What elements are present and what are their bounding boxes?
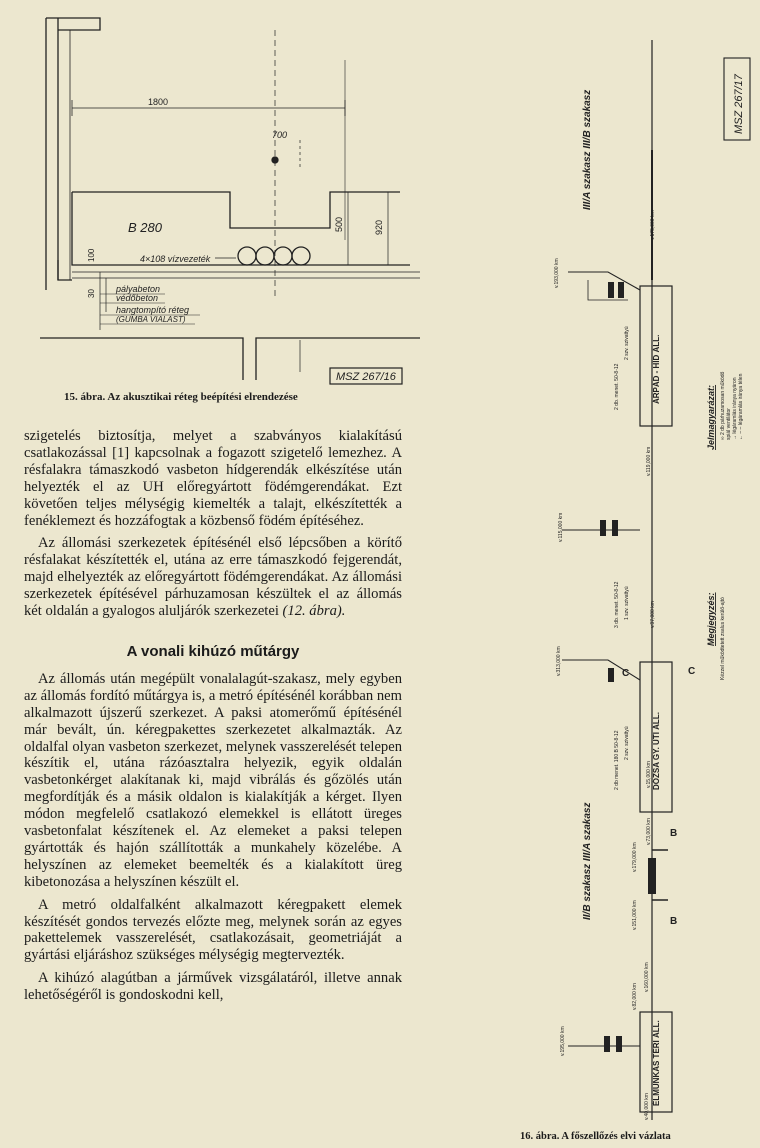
pipe-label: 4×108 vízvezeték [140, 254, 211, 264]
fig15-stamp: MSZ 267/16 [336, 371, 396, 383]
legend-item: spiál ventilátor [726, 408, 732, 440]
fan-block [616, 1036, 622, 1052]
figure-reference: (12. ábra). [282, 603, 346, 620]
b280-label: B 280 [128, 220, 162, 235]
layer-label: hangtompító réteg [116, 305, 190, 315]
fig16-stamp: MSZ 267/17 [733, 74, 745, 134]
chainage-label: v.175,000 km [650, 210, 656, 240]
marker-b: B [670, 916, 678, 927]
marker-b: B [670, 828, 678, 839]
vent-label: 2 szv. szivattyú [624, 326, 630, 360]
chainage-labels [554, 210, 656, 1120]
dim-920: 920 [374, 219, 384, 235]
chainage-label: v.160,000 km [644, 962, 650, 992]
paragraph: Az állomás után megépült vonalalagút-szakasz, mely egyben az állomás fordító műtárgya is, a metró építésénél korábban nem alkalmazott újszerű szerkezet. A paksi atomerőmű építésénél már bevált, ún. kéregpakettes szerkezetet alkalmazták. Az oldalfal olyan vasbeton szerkezet, melynek vasszerelését telepen készítik el, utána rázóasztalra helyezik, egyik oldalán vasbetonkérget alakítanak ki, majd vibrálás és gőzölés után megfordítják és a másik oldalon is kialakítják a kérget. Ilyen módon megfelelő csatlakozó elemekkel is ellátott üreges vasbetonfalat készítenek el. Az elemeket a paksi telepen gyártották és hajón szállították a munkahely közelébe. A helyszínen az elemeket beemelték és a kialakított üreg kibetonozása a helyszínen készült el. [24, 670, 402, 890]
chainage-label: v.193,000 km [554, 258, 560, 288]
chainage-label: v.119,000 km [646, 446, 652, 476]
station-label: ÉLMUNKÁS TÉRI ÁLL. [652, 1020, 661, 1106]
fan-block [600, 520, 606, 536]
legend-item: ← – – légáramlás iránya télen [738, 373, 744, 440]
fan-block [608, 282, 614, 298]
chainage-label: v.15,000 km [646, 761, 652, 788]
note-title: Megjegyzés: [706, 592, 716, 646]
dim-500: 500 [334, 216, 344, 232]
note-text: Kézzel működtetett zsalus kerülő-ajtó [720, 597, 726, 680]
fan-block [608, 668, 614, 682]
fan-block [648, 858, 656, 894]
marker-c: C [622, 668, 630, 679]
legend-item: ∞ 2 db párhuzamosan működő [720, 371, 726, 440]
chainage-label: v.313,000 km [556, 646, 562, 676]
fan-label: 2 db menet. 180 B 50-8-12 [614, 730, 620, 790]
paragraph-text: Az állomási szerkezetek építésénél első lépcsőben a körítő résfalakat készítették el, utána az erre támaszkodó fejgerendát, majd elhelyezték az előregyártott födémgerendákat. Az állomási szerkezetek építésével párhuzamosan készültek el az állomás két oldalán a gyalogos aluljárók szerkezetei [24, 535, 402, 620]
chainage-label: v.97,000 km [650, 601, 656, 628]
legend-title: Jelmagyarázat: [706, 384, 716, 450]
layer-label: (GUMBA VIALAST) [116, 315, 186, 324]
section-label-mid: II/B szakasz III/A szakasz [582, 802, 593, 920]
chainage-label: v.115,000 km [558, 512, 564, 542]
paragraph: A kihúzó alagútban a járművek vizsgálatáról, illetve annak lehetőségéről is gondoskodni kell, [24, 970, 402, 1004]
fan-block [618, 282, 624, 298]
section-label-top: III/A szakasz III/B szakasz [582, 89, 593, 210]
fan-block [612, 520, 618, 536]
figure-15-drawing [0, 0, 440, 385]
chainage-label: v.82,000 km [632, 983, 638, 1010]
fan-label: 3 db. menet. 50-8-12 [614, 581, 620, 628]
vent-label: 1 szv. szivattyú [624, 586, 630, 620]
layer-label: védőbeton [116, 293, 159, 303]
paragraph: szigetelés biztosítja, melyet a szabványos kialakítású csatlakozással [1] kapcsolnak a fogazott szigetelő lemezhez. A résfalakra támaszkodó vasbeton hídgerendák elkészítése után helyezték el az UH előregyártott födémgerendákat. Ezt követően teljes mélységig kiemelték a talajt, elkészítették a fenéklemezt és hozzáfogtak a közbenső födém építéséhez. [24, 428, 402, 529]
legend-item: → légáramlás iránya nyáron [732, 377, 738, 440]
body-text [24, 428, 402, 1004]
legend-items [720, 371, 744, 440]
layer-label: pályabeton [116, 284, 161, 294]
dim-30: 30 [87, 289, 96, 298]
dim-700: 700 [272, 130, 288, 140]
paragraph [24, 535, 402, 620]
chainage-label: v.179,000 km [632, 842, 638, 872]
figure-16-caption: 16. ábra. A főszellőzés elvi vázlata [520, 1131, 671, 1142]
figure-15-caption: 15. ábra. Az akusztikai réteg beépítési elrendezése [64, 391, 298, 403]
chainage-label: v.73,000 km [646, 818, 652, 845]
figure-16-drawing [528, 0, 758, 1120]
dim-1800: 1800 [148, 97, 169, 107]
station-label: ÁRPÁD - HÍD ÁLL. [652, 334, 661, 404]
dim-100: 100 [87, 248, 96, 262]
chainage-label: v.195,000 km [560, 1026, 566, 1056]
chainage-label: v.40,000 km [644, 1093, 650, 1120]
marker-c: C [688, 666, 696, 677]
paragraph: A metró oldalfalként alkalmazott kéregpakett elemek készítését gondos tervezés előzte meg, melynek során az egyes pakettelemek vasszerelését, csatlakozásait, geometriáját a gyártási eljáráshoz szükséges mélységig megtervezték. [24, 896, 402, 964]
vent-label: 2 szv. szivattyú [624, 726, 630, 760]
chainage-label: v.151,000 km [632, 900, 638, 930]
station-label: DÓZSA GY. ÚTI ÁLL. [652, 712, 661, 790]
section-title: A vonali kihúzó műtárgy [126, 642, 300, 660]
fan-block [604, 1036, 610, 1052]
fan-label: 2 db. menet. 50-8-12 [614, 363, 620, 410]
